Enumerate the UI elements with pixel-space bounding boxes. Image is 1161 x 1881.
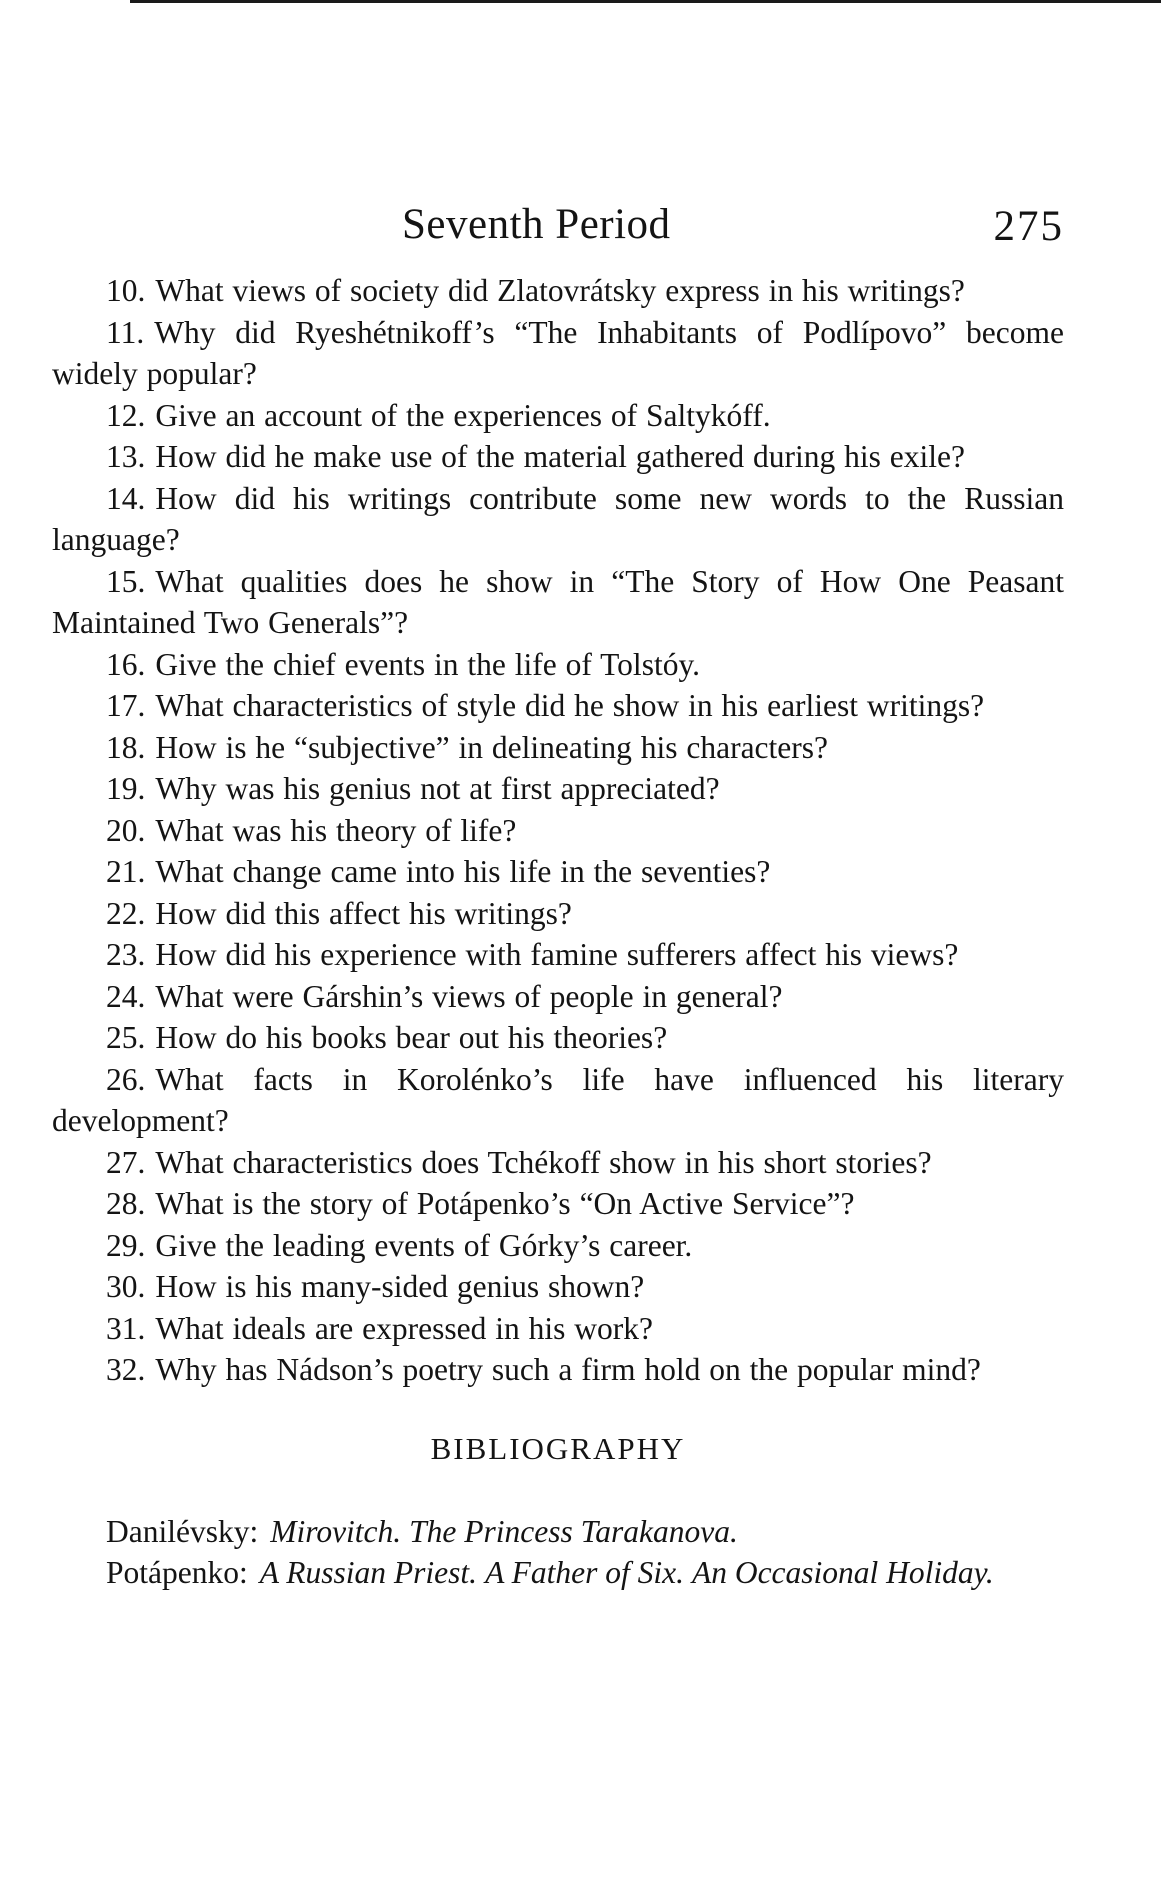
- question-item: [52, 851, 1064, 893]
- question-number: 21.: [106, 854, 146, 889]
- question-text: Give the chief events in the life of Tolstóy.: [155, 646, 701, 682]
- question-number: 23.: [106, 937, 146, 972]
- running-head: [52, 190, 1064, 260]
- question-number: 22.: [106, 895, 146, 931]
- question-item: [52, 685, 1064, 727]
- question-item: [52, 1017, 1064, 1059]
- question-number: 15.: [106, 563, 146, 599]
- question-item: [52, 810, 1064, 852]
- question-text: How did his experience with famine sufferers affect his views?: [155, 937, 959, 972]
- question-number: 19.: [106, 771, 146, 806]
- question-item: [52, 644, 1064, 686]
- question-item: [52, 1308, 1064, 1350]
- question-text: Why did Ryeshétnikoff’s “The Inhabitants of Podlípovo” become widely popular?: [52, 314, 1064, 391]
- question-text: What qualities does he show in “The Story of How One Peasant Maintained Two Generals”?: [52, 563, 1064, 640]
- question-text: Give an account of the experiences of Saltykóff.: [155, 397, 771, 433]
- question-number: 13.: [106, 439, 146, 474]
- question-text: What is the story of Potápenko’s “On Active Service”?: [155, 1186, 855, 1221]
- question-item: [52, 561, 1064, 644]
- question-text: What were Gárshin’s views of people in general?: [155, 978, 783, 1014]
- top-edge-rule: [130, 0, 1161, 3]
- question-item: [52, 1183, 1064, 1225]
- question-item: [52, 768, 1064, 810]
- question-number: 27.: [106, 1144, 146, 1180]
- question-number: 18.: [106, 729, 146, 765]
- question-item: [52, 1349, 1064, 1391]
- question-number: 25.: [106, 1020, 146, 1055]
- question-text: What characteristics does Tchékoff show in his short stories?: [155, 1144, 932, 1180]
- question-number: 26.: [106, 1061, 146, 1097]
- study-questions-list: [52, 270, 1064, 1391]
- question-text: What was his theory of life?: [155, 812, 517, 848]
- question-text: How did his writings contribute some new words to the Russian language?: [52, 480, 1064, 557]
- page-number: 275: [993, 203, 1064, 250]
- question-number: 31.: [106, 1310, 146, 1346]
- question-number: 12.: [106, 397, 146, 433]
- running-head-title: Seventh Period: [402, 201, 671, 248]
- question-text: How do his books bear out his theories?: [155, 1020, 668, 1055]
- question-text: How did this affect his writings?: [155, 895, 572, 931]
- bibliography-work-title: An Occasional Holiday.: [691, 1555, 994, 1590]
- bibliography-work-title: A Russian Priest.: [259, 1555, 478, 1590]
- question-text: Give the leading events of Górky’s career.: [155, 1227, 693, 1263]
- bibliography-author: Danilévsky:: [106, 1513, 259, 1549]
- question-item: [52, 436, 1064, 478]
- bibliography-heading: BIBLIOGRAPHY: [430, 1430, 686, 1466]
- question-item: [52, 1225, 1064, 1267]
- bibliography-entry: [52, 1511, 1064, 1553]
- question-text: How is his many-sided genius shown?: [155, 1269, 645, 1304]
- question-text: What ideals are expressed in his work?: [155, 1310, 653, 1346]
- question-number: 29.: [106, 1227, 146, 1263]
- question-number: 17.: [106, 688, 146, 723]
- bibliography-entry: [52, 1552, 1064, 1594]
- question-item: [52, 1059, 1064, 1142]
- question-text: What views of society did Zlatovrátsky express in his writings?: [155, 273, 965, 308]
- bibliography-work-title: Mirovitch.: [270, 1513, 402, 1549]
- question-number: 30.: [106, 1269, 146, 1304]
- question-item: [52, 1266, 1064, 1308]
- question-number: 11.: [106, 314, 145, 350]
- question-text: What change came into his life in the seventies?: [155, 854, 771, 889]
- question-number: 20.: [106, 812, 146, 848]
- bibliography-list: [52, 1511, 1064, 1594]
- bibliography-author: Potápenko:: [106, 1555, 248, 1590]
- question-number: 10.: [106, 273, 146, 308]
- question-item: [52, 312, 1064, 395]
- question-item: [52, 395, 1064, 437]
- question-number: 28.: [106, 1186, 146, 1221]
- question-text: Why has Nádson’s poetry such a firm hold on the popular mind?: [155, 1352, 981, 1387]
- book-page: [52, 190, 1064, 1594]
- question-item: [52, 478, 1064, 561]
- question-text: Why was his genius not at first appreciated?: [155, 771, 720, 806]
- question-item: [52, 976, 1064, 1018]
- question-item: [52, 893, 1064, 935]
- question-text: How did he make use of the material gathered during his exile?: [155, 439, 965, 474]
- question-text: What facts in Korolénko’s life have influenced his literary development?: [52, 1061, 1064, 1138]
- question-item: [52, 727, 1064, 769]
- question-text: What characteristics of style did he show in his earliest writings?: [155, 688, 985, 723]
- question-text: How is he “subjective” in delineating his characters?: [155, 729, 828, 765]
- question-item: [52, 270, 1064, 312]
- bibliography-work-title: A Father of Six.: [485, 1555, 684, 1590]
- bibliography-work-title: The Princess Tarakanova.: [409, 1513, 738, 1549]
- question-item: [52, 1142, 1064, 1184]
- question-number: 14.: [106, 480, 146, 516]
- question-number: 32.: [106, 1352, 146, 1387]
- question-item: [52, 934, 1064, 976]
- question-number: 24.: [106, 978, 146, 1014]
- question-number: 16.: [106, 646, 146, 682]
